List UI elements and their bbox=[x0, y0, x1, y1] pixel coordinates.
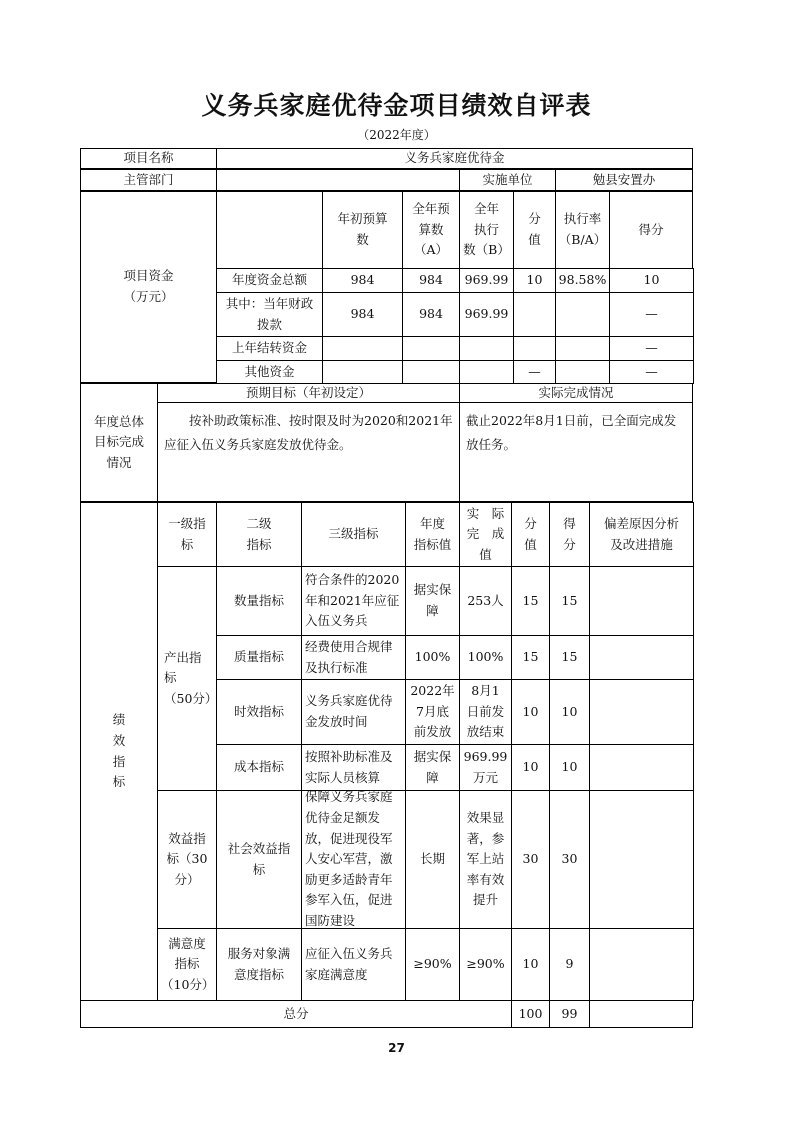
funds-cell: 98.58% bbox=[555, 268, 610, 293]
funds-cell bbox=[555, 336, 610, 361]
funds-cell: — bbox=[609, 336, 694, 361]
perf-cell: 社会效益指 标 bbox=[216, 790, 302, 929]
perf-cell: 效果显 著，参 军上站 率有效 提升 bbox=[459, 790, 512, 929]
funds-cell bbox=[402, 360, 460, 384]
perf-header: 偏差原因分析 及改进措施 bbox=[589, 502, 694, 567]
group-satisfaction: 满意度 指标 （10分） bbox=[157, 928, 217, 1001]
funds-header: 全年 执行 数（B） bbox=[459, 191, 514, 269]
funds-header: 分 值 bbox=[513, 191, 556, 269]
funds-row-label: 其中：当年财政 拨款 bbox=[216, 292, 323, 337]
funds-header: 执行率 （B/A） bbox=[555, 191, 610, 269]
perf-cell: 应征入伍义务兵家庭满意度 bbox=[301, 928, 406, 1001]
document-title: 义务兵家庭优待金项目绩效自评表 bbox=[201, 91, 592, 120]
funds-cell bbox=[402, 336, 460, 361]
perf-cell bbox=[589, 928, 694, 1001]
perf-cell: 服务对象满 意度指标 bbox=[216, 928, 302, 1001]
perf-cell: 质量指标 bbox=[216, 635, 302, 680]
perf-cell bbox=[589, 566, 694, 636]
total-score-value: 100 bbox=[511, 1000, 550, 1028]
funds-cell: 969.99 bbox=[459, 268, 514, 293]
perf-cell: 10 bbox=[511, 679, 550, 745]
funds-cell bbox=[322, 336, 403, 361]
funds-cell: 984 bbox=[322, 268, 403, 293]
perf-header: 实 际 完 成 值 bbox=[459, 502, 512, 567]
perf-cell bbox=[589, 679, 694, 745]
impl-value: 勉县安置办 bbox=[555, 169, 693, 191]
perf-cell: 253人 bbox=[459, 566, 512, 636]
funds-cell bbox=[322, 360, 403, 384]
perf-cell: 时效指标 bbox=[216, 679, 302, 745]
perf-cell bbox=[589, 635, 694, 680]
funds-row-label: 其他资金 bbox=[216, 360, 323, 384]
perf-cell: 长期 bbox=[405, 790, 460, 929]
perf-header: 三级指标 bbox=[301, 502, 406, 567]
perf-header: 分 值 bbox=[511, 502, 550, 567]
funds-cell: 984 bbox=[402, 268, 460, 293]
perf-cell: 10 bbox=[511, 928, 550, 1001]
perf-cell: 8月1 日前发 放结束 bbox=[459, 679, 512, 745]
perf-cell: 10 bbox=[549, 744, 590, 791]
perf-cell bbox=[589, 790, 694, 929]
perf-cell: 符合条件的2020年和2021年应征入伍义务兵 bbox=[301, 566, 406, 636]
funds-header bbox=[216, 191, 323, 269]
funds-cell: 984 bbox=[322, 292, 403, 337]
impl-label: 实施单位 bbox=[459, 169, 556, 191]
perf-cell: 数量指标 bbox=[216, 566, 302, 636]
total-note bbox=[589, 1000, 693, 1028]
perf-label: 绩 效 指 标 bbox=[80, 502, 158, 1001]
perf-cell: 成本指标 bbox=[216, 744, 302, 791]
funds-label: 项目资金 （万元） bbox=[80, 191, 217, 383]
funds-cell bbox=[555, 292, 610, 337]
perf-cell: ≥90% bbox=[459, 928, 512, 1001]
perf-cell: 30 bbox=[549, 790, 590, 929]
group-output: 产出指 标 （50分） bbox=[157, 566, 217, 791]
perf-header: 一级指 标 bbox=[157, 502, 217, 567]
funds-cell: 969.99 bbox=[459, 292, 514, 337]
perf-cell: 按照补助标准及实际人员核算 bbox=[301, 744, 406, 791]
funds-cell bbox=[459, 360, 514, 384]
funds-header: 全年预 算数 （A） bbox=[402, 191, 460, 269]
perf-cell: 保障义务兵家庭优待金足额发放，促进现役军人安心军营，激励更多适龄青年参军入伍，促进国防建设 bbox=[301, 790, 406, 929]
funds-cell: 10 bbox=[609, 268, 694, 293]
perf-cell: 100% bbox=[405, 635, 460, 680]
perf-cell: 30 bbox=[511, 790, 550, 929]
perf-header: 二级 指标 bbox=[216, 502, 302, 567]
perf-cell: 2022年 7月底 前发放 bbox=[405, 679, 460, 745]
dept-value bbox=[216, 169, 460, 191]
document-year: （2022年度） bbox=[357, 128, 436, 142]
expected-goal-label: 预期目标（年初设定） bbox=[157, 383, 460, 403]
perf-cell: 15 bbox=[511, 566, 550, 636]
funds-cell: — bbox=[609, 360, 694, 384]
funds-cell bbox=[513, 336, 556, 361]
goals-label: 年度总体 目标完成 情况 bbox=[80, 383, 158, 502]
funds-cell bbox=[555, 360, 610, 384]
funds-row-label: 上年结转资金 bbox=[216, 336, 323, 361]
perf-cell: 据实保 障 bbox=[405, 566, 460, 636]
perf-cell: 义务兵家庭优待金发放时间 bbox=[301, 679, 406, 745]
perf-header: 得 分 bbox=[549, 502, 590, 567]
perf-cell: 969.99 万元 bbox=[459, 744, 512, 791]
perf-cell: 10 bbox=[511, 744, 550, 791]
perf-cell: 100% bbox=[459, 635, 512, 680]
dept-label: 主管部门 bbox=[80, 169, 217, 191]
perf-cell: 15 bbox=[549, 566, 590, 636]
project-name-label: 项目名称 bbox=[80, 148, 217, 169]
funds-cell bbox=[459, 336, 514, 361]
funds-header: 得分 bbox=[609, 191, 693, 269]
actual-completion-label: 实际完成情况 bbox=[459, 383, 693, 403]
total-score: 99 bbox=[549, 1000, 590, 1028]
funds-cell: 984 bbox=[402, 292, 460, 337]
funds-cell: — bbox=[513, 360, 556, 384]
perf-cell bbox=[589, 744, 694, 791]
perf-cell: 9 bbox=[549, 928, 590, 1001]
funds-cell: — bbox=[609, 292, 694, 337]
perf-cell: 10 bbox=[549, 679, 590, 745]
perf-cell: ≥90% bbox=[405, 928, 460, 1001]
expected-goal-text: 按补助政策标准、按时限及时为2020和2021年应征入伍义务兵家庭发放优待金。 bbox=[157, 402, 460, 502]
perf-header: 年度 指标值 bbox=[405, 502, 460, 567]
total-label: 总分 bbox=[80, 1000, 512, 1028]
perf-cell: 经费使用合规律及执行标准 bbox=[301, 635, 406, 680]
actual-completion-text: 截止2022年8月1日前，已全面完成发放任务。 bbox=[459, 402, 693, 502]
project-name-value: 义务兵家庭优待金 bbox=[216, 148, 693, 169]
perf-cell: 15 bbox=[511, 635, 550, 680]
funds-header: 年初预算 数 bbox=[322, 191, 403, 269]
perf-cell: 15 bbox=[549, 635, 590, 680]
funds-cell: 10 bbox=[513, 268, 556, 293]
funds-row-label: 年度资金总额 bbox=[216, 268, 323, 293]
perf-cell: 据实保 障 bbox=[405, 744, 460, 791]
group-benefit: 效益指 标（30 分） bbox=[157, 790, 217, 929]
page-number: 27 bbox=[388, 1041, 405, 1055]
funds-cell bbox=[513, 292, 556, 337]
